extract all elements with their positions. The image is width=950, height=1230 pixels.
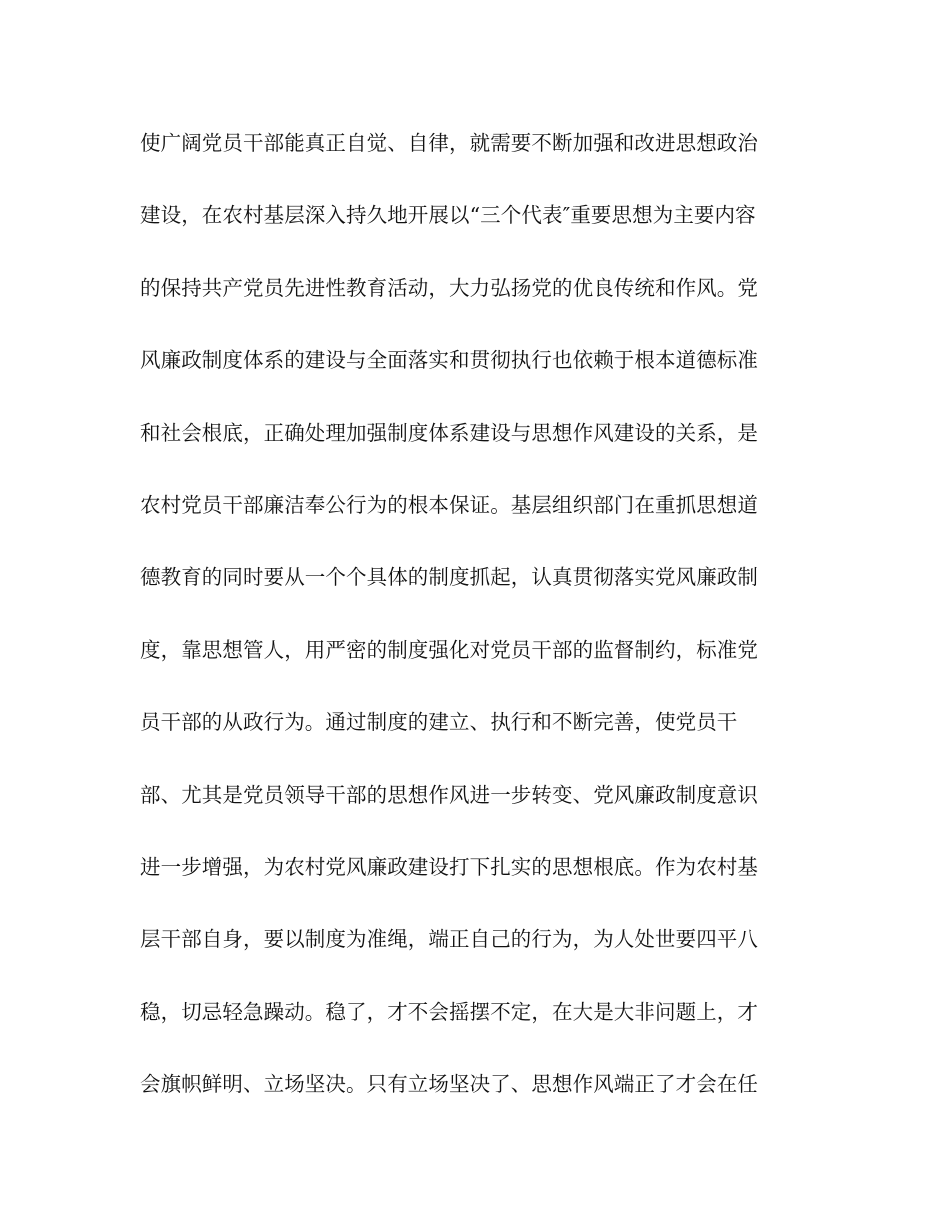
text-line: 使广阔党员干部能真正自觉、自律，就需要不断加强和改进思想政治 (140, 131, 758, 155)
text-line: 的保持共产党员先进性教育活动，大力弘扬党的优良传统和作风。党 (140, 275, 758, 300)
text-line: 德教育的同时要从一个个具体的制度抓起，认真贯彻落实党风廉政制 (140, 565, 758, 590)
text-line: 建设，在农村基层深入持久地开展以“三个代表″重要思想为主要内容 (140, 203, 756, 228)
text-line: 稳，切忌轻急躁动。稳了，才不会摇摆不定，在大是大非问题上，才 (140, 999, 758, 1024)
text-line: 农村党员干部廉洁奉公行为的根本保证。基层组织部门在重抓思想道 (140, 492, 758, 517)
body-text (140, 119, 820, 1132)
text-line: 员干部的从政行为。通过制度的建立、执行和不断完善，使党员干 (140, 710, 738, 735)
text-line: 部、尤其是党员领导干部的思想作风进一步转变、党风廉政制度意识 (140, 782, 758, 807)
text-line: 进一步增强，为农村党风廉政建设打下扎实的思想根底。作为农村基 (140, 854, 758, 879)
text-line: 和社会根底，正确处理加强制度体系建设与思想作风建设的关系，是 (140, 420, 758, 445)
text-line: 会旗帜鲜明、立场坚决。只有立场坚决了、思想作风端正了才会在任 (140, 1072, 758, 1097)
text-line: 层干部自身，要以制度为准绳，端正自己的行为，为人处世要四平八 (140, 927, 758, 952)
text-line: 风廉政制度体系的建设与全面落实和贯彻执行也依赖于根本道德标准 (140, 348, 758, 373)
text-line: 度，靠思想管人，用严密的制度强化对党员干部的监督制约，标准党 (140, 637, 758, 662)
